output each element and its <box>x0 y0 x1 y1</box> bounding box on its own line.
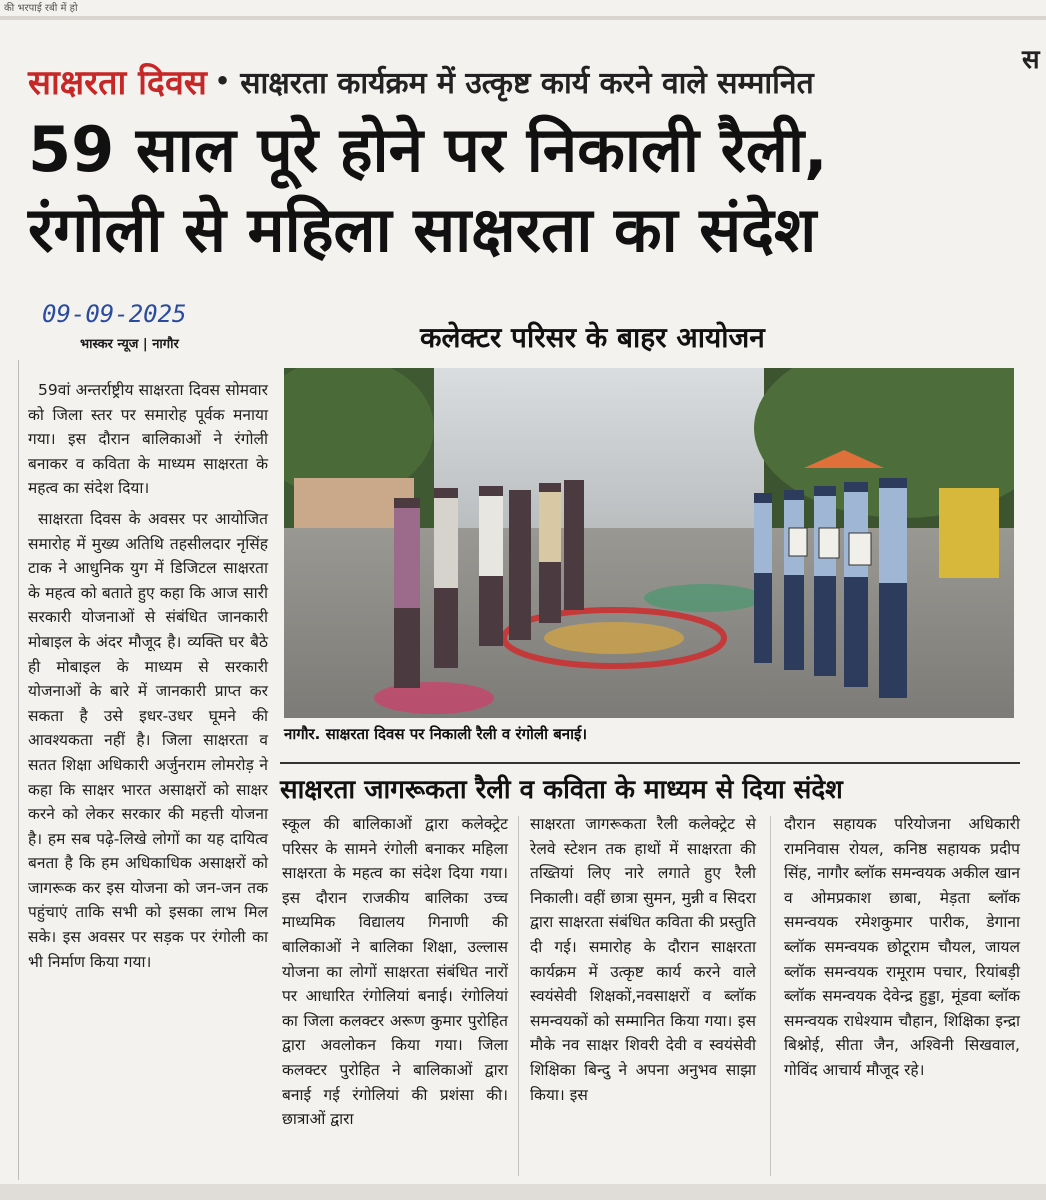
rally-photo-illustration <box>284 368 1014 718</box>
bottom-strip <box>0 1184 1046 1200</box>
column-divider <box>770 816 771 1176</box>
article-column-2: स्कूल की बालिकाओं द्वारा कलेक्ट्रेट परिसर के सामने रंगोली बनाकर महिला साक्षरता के महत्व का संदेश दिया गया। इस दौरान राजकीय बालिका उच्च माध्यमिक विद्यालय गिनाणी की बालिकाओं ने बालिका शिक्षा, उल्लास योजना का लोगों साक्षरता संबंधित नारों पर आधारित रंगोलियां बनाई। रंगोलियां का जिला कलक्टर अरूण कुमार पुरोहित द्वारा अवलोकन किया गया। जिला कलक्टर पुरोहित ने बालिकाओं द्वारा बनाई गई रंगोलियां की प्रशंसा की। छात्राओं द्वारा <box>282 815 508 1129</box>
byline: भास्कर न्यूज | नागौर <box>80 337 179 352</box>
previous-article-fragment: की भरपाई रबी में हो <box>4 3 78 14</box>
headline-line-1: 59 साल पूरे होने पर निकाली रैली, <box>28 113 828 186</box>
headline <box>28 110 1018 270</box>
column-divider <box>518 816 519 1176</box>
left-column <box>28 378 268 980</box>
article-column-3: साक्षरता जागरूकता रैली कलेक्ट्रेट से रेलवे स्टेशन तक हाथों में साक्षरता की तख्तियां लिए नारे लगाते हुए रैली निकाली। वहीं छात्रा सुमन, मुन्नी व सिदरा द्वारा साक्षरता संबंधित कविता की प्रस्तुति दी गई। समारोह के दौरान साक्षरता कार्यक्रम में उत्कृष्ट कार्य करने वाले स्वयंसेवी शिक्षकों,नवसाक्षरों व ब्लॉक समन्वयकों को सम्मानित किया गया। इस मौके नव साक्षर शिवरी देवी व स्वयंसेवी शिक्षिका बिन्दु ने अपना अनुभव साझा किया। इस <box>530 815 756 1104</box>
paragraph: 59वां अन्तर्राष्ट्रीय साक्षरता दिवस सोमवार को जिला स्तर पर समारोह पूर्वक मनाया गया। इस दौरान बालिकाओं ने रंगोली बनाकर व कविता के माध्यम साक्षरता के महत्व का संदेश दिया। <box>28 381 268 498</box>
left-margin-rule <box>18 360 19 1180</box>
subheadline: कलेक्टर परिसर के बाहर आयोजन <box>420 321 765 354</box>
paragraph: साक्षरता दिवस के अवसर पर आयोजित समारोह में मुख्य अतिथि तहसीलदार नृसिंह टाक ने आधुनिक युग में डिजिटल साक्षरता के महत्व को बताते हुए कहा कि आज सारी सरकारी योजनाओं से संबंधित जानकारी मोबाइल के अंदर मौजूद है। व्यक्ति घर बैठे ही मोबाइल के माध्यम से सरकारी योजनाओं के बारे में जानकारी प्राप्त कर सकता है उसे इधर-उधर घूमने की आवश्यकता नहीं है। जिला साक्षरता व सतत शिक्षा अधिकारी अर्जुनराम लोमरोड़ ने कहा कि साक्षर भारत असाक्षरों को साक्षर करने को लेकर सरकार की महत्ती योजना है। हम सब पढ़े-लिखे लोगों का यह दायित्व बनता है कि हम अधिकाधिक असाक्षरों को जागरूक कर इस योजना को जन-जन तक पहुंचाएं ताकि सभी को इसका लाभ मिल सके। इस अवसर पर सड़क पर रंगोली का भी निर्माण किया गया। <box>28 509 268 971</box>
headline-line-2: रंगोली से महिला साक्षरता का संदेश <box>28 193 817 266</box>
adjacent-column-fragment: स <box>1022 45 1040 75</box>
news-photo <box>284 368 1014 718</box>
kicker-bullet: • <box>214 67 231 95</box>
kicker <box>28 58 988 104</box>
top-divider <box>0 16 1046 20</box>
kicker-subtitle: साक्षरता कार्यक्रम में उत्कृष्ट कार्य करने वाले सम्मानित <box>240 65 814 101</box>
kicker-tag: साक्षरता दिवस <box>28 63 207 103</box>
handwritten-date: 09-09-2025 <box>42 300 187 328</box>
article-column-4: दौरान सहायक परियोजना अधिकारी रामनिवास रोयल, कनिष्ठ सहायक प्रदीप सिंह, नागौर ब्लॉक समन्वयक अकील खान व ओमप्रकाश छाबा, मेड़ता ब्लॉक समन्वयक रमेशकुमार पारीक, डेगाना ब्लॉक समन्वयक छोटूराम चौयल, जायल ब्लॉक समन्वयक रामूराम पचार, रियांबड़ी ब्लॉक समन्वयक देवेन्द्र हुड्डा, मूंडवा ब्लॉक समन्वयक राधेश्याम चौहान, शिक्षिका इन्द्रा बिश्नोई, सीता जैन, अश्विनी सिखवाल, गोविंद आचार्य मौजूद रहे। <box>784 815 1020 1079</box>
section-title: साक्षरता जागरूकता रैली व कविता के माध्यम से दिया संदेश <box>280 762 1020 808</box>
photo-caption: नागौर. साक्षरता दिवस पर निकाली रैली व रंगोली बनाई। <box>284 725 588 743</box>
